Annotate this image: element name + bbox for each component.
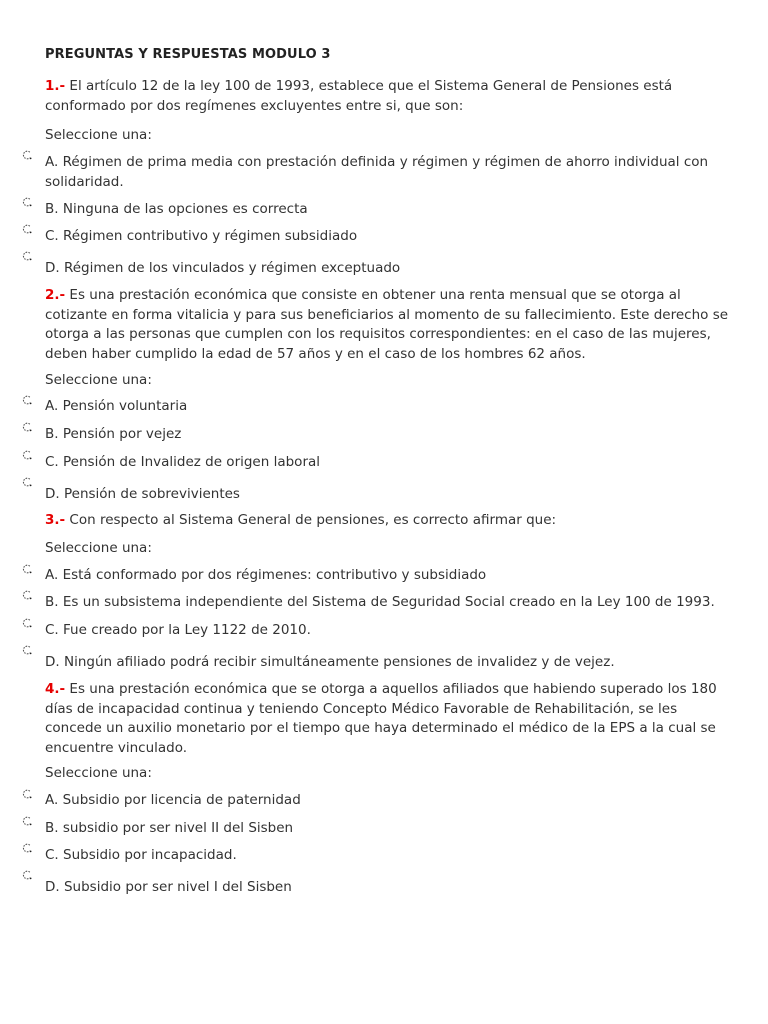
radio-circle-icon [22,645,32,655]
option-label: D. Subsidio por ser nivel I del Sisben [45,879,292,895]
option-4c[interactable] [45,847,735,863]
radio-circle-icon [22,843,32,853]
question-number: 1.- [45,78,66,94]
option-label: C. Pensión de Invalidez de origen laboral [45,454,321,470]
question-number: 4.- [45,681,66,697]
option-label: B. Es un subsistema independiente del Sistema de Seguridad Social creado en la Ley 100 de 1993. [45,594,715,610]
question-3 [45,511,735,531]
radio-button[interactable] [22,224,32,234]
option-3d[interactable] [45,654,735,670]
option-label: C. Subsidio por incapacidad. [45,847,237,863]
radio-button[interactable] [22,789,32,799]
option-1c[interactable] [45,228,735,244]
option-2d[interactable] [45,486,735,502]
option-4a[interactable] [45,792,735,808]
select-prompt: Seleccione una: [45,765,152,781]
page-title: PREGUNTAS Y RESPUESTAS MODULO 3 [45,47,331,62]
radio-button[interactable] [22,251,32,261]
radio-circle-icon [22,224,32,234]
select-prompt: Seleccione una: [45,372,152,388]
radio-circle-icon [22,477,32,487]
select-prompt: Seleccione una: [45,540,152,556]
select-prompt: Seleccione una: [45,127,152,143]
radio-button[interactable] [22,816,32,826]
option-label: C. Régimen contributivo y régimen subsidiado [45,228,358,244]
radio-button[interactable] [22,395,32,405]
question-text: El artículo 12 de la ley 100 de 1993, establece que el Sistema General de Pensiones está conformado por dos regímenes excluyentes entre si, que son: [45,78,673,114]
radio-button[interactable] [22,422,32,432]
radio-button[interactable] [22,477,32,487]
radio-circle-icon [22,789,32,799]
radio-button[interactable] [22,450,32,460]
option-label: A. Régimen de prima media con prestación definida y régimen y régimen de ahorro individual con solidaridad. [45,154,709,190]
question-text: Con respecto al Sistema General de pensiones, es correcto afirmar que: [69,512,557,528]
option-1a[interactable] [45,153,735,192]
question-number: 2.- [45,287,66,303]
option-label: A. Está conformado por dos régimenes: contributivo y subsidiado [45,567,487,583]
radio-circle-icon [22,870,32,880]
option-4d[interactable] [45,879,735,895]
option-label: D. Régimen de los vinculados y régimen exceptuado [45,260,401,276]
option-label: A. Subsidio por licencia de paternidad [45,792,301,808]
option-3b[interactable] [45,594,735,610]
question-number: 3.- [45,512,66,528]
option-label: B. Pensión por vejez [45,426,182,442]
option-3c[interactable] [45,622,735,638]
radio-circle-icon [22,251,32,261]
radio-button[interactable] [22,564,32,574]
option-label: B. Ninguna de las opciones es correcta [45,201,308,217]
option-2c[interactable] [45,454,735,470]
radio-circle-icon [22,395,32,405]
option-1d[interactable] [45,260,735,276]
radio-button[interactable] [22,870,32,880]
question-4 [45,680,735,758]
radio-button[interactable] [22,197,32,207]
option-label: B. subsidio por ser nivel II del Sisben [45,820,294,836]
radio-circle-icon [22,564,32,574]
question-text: Es una prestación económica que consiste en obtener una renta mensual que se otorga al cotizante en forma vitalicia y para sus beneficiarios al momento de su fallecimiento. Este derecho se otorga a las personas que cumplen con los requisitos correspondientes: en el caso de las mujeres, deben haber cumplido la edad de 57 años y en el caso de los hombres 62 años. [45,287,729,362]
option-2b[interactable] [45,426,735,442]
option-label: A. Pensión voluntaria [45,398,188,414]
option-label: C. Fue creado por la Ley 1122 de 2010. [45,622,311,638]
radio-circle-icon [22,422,32,432]
question-1 [45,77,735,116]
radio-button[interactable] [22,843,32,853]
radio-circle-icon [22,618,32,628]
radio-circle-icon [22,590,32,600]
radio-button[interactable] [22,618,32,628]
option-4b[interactable] [45,820,735,836]
option-3a[interactable] [45,567,735,583]
radio-button[interactable] [22,645,32,655]
radio-circle-icon [22,197,32,207]
question-text: Es una prestación económica que se otorga a aquellos afiliados que habiendo superado los 180 días de incapacidad continua y teniendo Concepto Médico Favorable de Rehabilitación, se les concede un auxilio monetario por el tiempo que haya determinado el médico de la EPS a la cual se encuentre vinculado. [45,681,717,756]
radio-circle-icon [22,816,32,826]
question-2 [45,286,735,364]
option-1b[interactable] [45,201,735,217]
radio-circle-icon [22,150,32,160]
option-2a[interactable] [45,398,735,414]
radio-circle-icon [22,450,32,460]
radio-button[interactable] [22,150,32,160]
option-label: D. Ningún afiliado podrá recibir simultáneamente pensiones de invalidez y de vejez. [45,654,615,670]
option-label: D. Pensión de sobrevivientes [45,486,240,502]
radio-button[interactable] [22,590,32,600]
